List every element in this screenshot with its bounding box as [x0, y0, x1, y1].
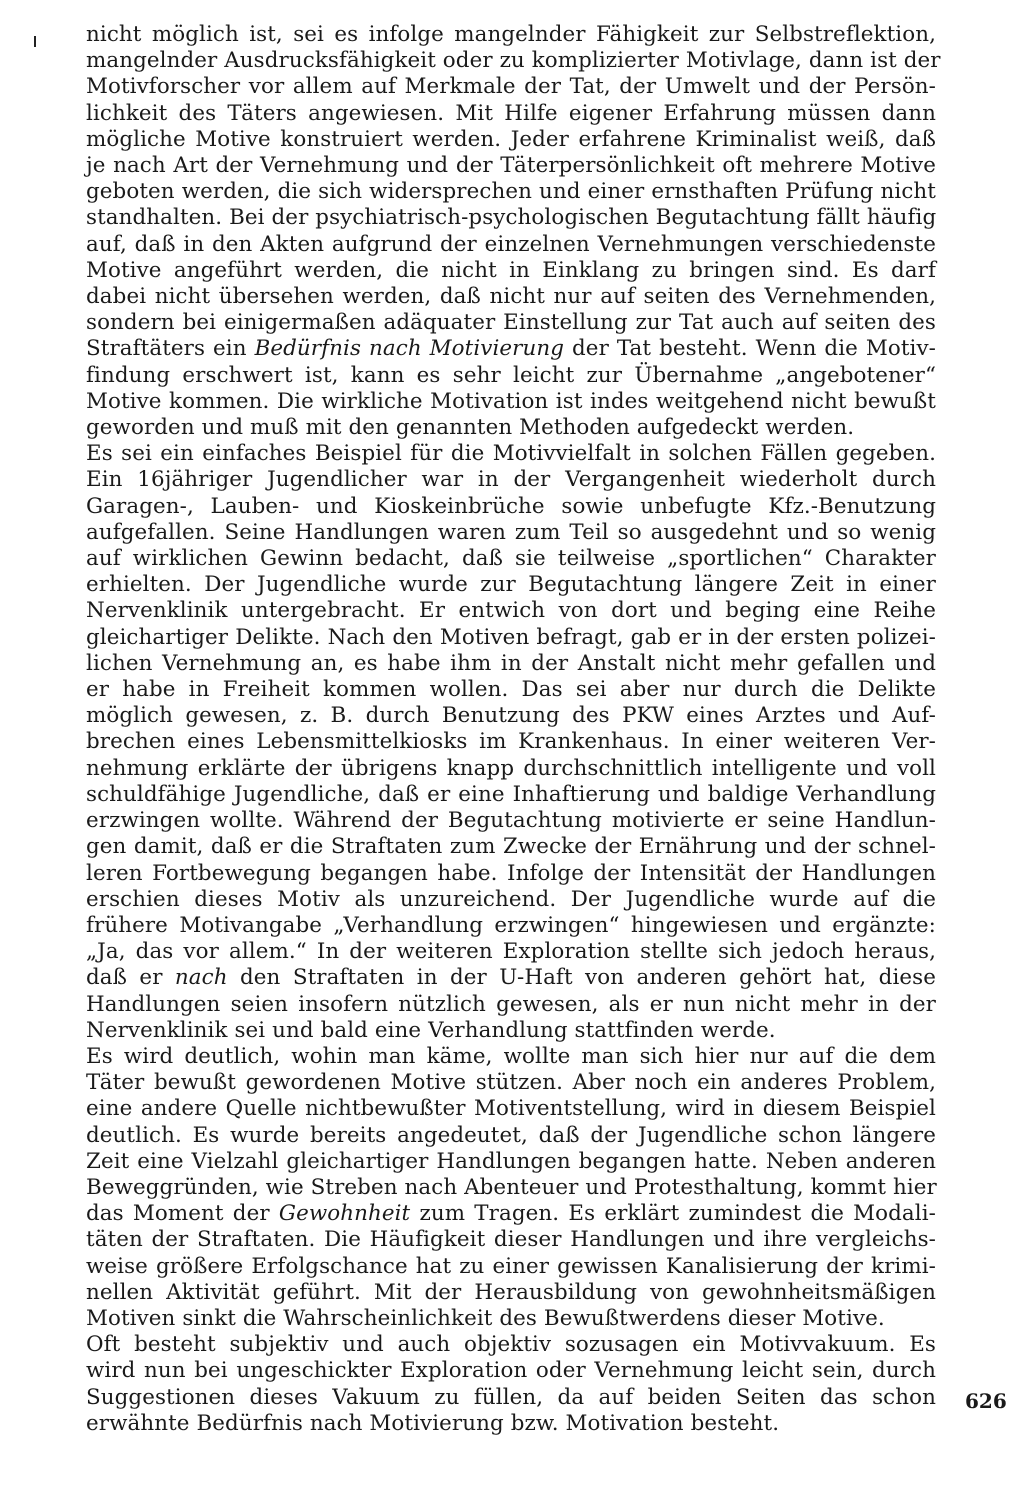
text-line	[86, 1358, 936, 1384]
text-segment: Straftäters ein	[86, 336, 255, 362]
text-line	[86, 1280, 936, 1306]
text-segment: leren Fortbewegung begangen habe. Infolge der Intensität der Handlungen	[86, 860, 936, 886]
body-text	[86, 22, 941, 1437]
text-line	[86, 258, 936, 284]
text-segment: Motive kommen. Die wirkliche Motivation ist indes weitgehend nicht bewußt	[86, 388, 936, 414]
text-line	[86, 782, 936, 808]
text-segment: mögliche Motive konstruiert werden. Jeder erfahrene Kriminalist weiß, daß	[86, 126, 936, 152]
text-segment: er habe in Freiheit kommen wollen. Das sei aber nur durch die Delikte	[86, 677, 936, 703]
text-segment: gleichartiger Delikte. Nach den Motiven befragt, gab er in der ersten polizei-	[86, 624, 936, 650]
text-segment: nehmung erklärte der übrigens knapp durchschnittlich intelligente und voll	[86, 755, 936, 781]
text-line	[86, 703, 936, 729]
text-line	[86, 992, 936, 1018]
page-number: 626	[965, 1389, 1007, 1413]
text-line	[86, 677, 936, 703]
text-segment: das Moment der	[86, 1201, 279, 1227]
text-line	[86, 363, 936, 389]
text-segment: findung erschwert ist, kann es sehr leicht zur Übernahme „angebotener“	[86, 362, 936, 388]
text-segment: aufgefallen. Seine Handlungen waren zum Teil so ausgedehnt und so wenig	[86, 519, 936, 545]
text-line	[86, 74, 936, 100]
text-line	[86, 546, 936, 572]
text-line	[86, 729, 936, 755]
text-segment: Motive angeführt werden, die nicht in Einklang zu bringen sind. Es darf	[86, 257, 936, 283]
text-segment: erhielten. Der Jugendliche wurde zur Begutachtung längere Zeit in einer	[86, 572, 936, 598]
text-segment: dabei nicht übersehen werden, daß nicht nur auf seiten des Vernehmenden,	[86, 284, 936, 310]
text-line	[86, 179, 936, 205]
text-line	[86, 965, 936, 991]
text-line	[86, 494, 936, 520]
text-segment: nellen Aktivität geführt. Mit der Herausbildung von gewohnheitsmäßigen	[86, 1279, 936, 1305]
text-segment: schuldfähige Jugendliche, daß er eine Inhaftierung und baldige Verhandlung	[86, 781, 936, 807]
text-line	[86, 22, 936, 48]
text-line	[86, 1385, 936, 1411]
text-line	[86, 1201, 936, 1227]
text-segment: frühere Motivangabe „Verhandlung erzwingen“ hingewiesen und ergänzte:	[86, 912, 936, 938]
text-line	[86, 808, 936, 834]
margin-mark	[34, 36, 36, 47]
text-segment: deutlich. Es wurde bereits angedeutet, daß der Jugendliche schon längere	[86, 1122, 936, 1148]
text-segment: gen damit, daß er die Straftaten zum Zwecke der Ernährung und der schnel-	[86, 834, 936, 860]
text-line	[86, 1227, 936, 1253]
text-segment: standhalten. Bei der psychiatrisch-psychologischen Begutachtung fällt häufig	[86, 205, 937, 231]
text-segment: Beweggründen, wie Streben nach Abenteuer und Protesthaltung, kommt hier	[86, 1174, 937, 1200]
text-line	[86, 153, 936, 179]
text-line	[86, 1254, 936, 1280]
text-line	[86, 205, 936, 231]
text-segment: eine andere Quelle nichtbewußter Motiventstellung, wird in diesem Beispiel	[86, 1096, 936, 1122]
text-segment: den Straftaten in der U-Haft von anderen gehört hat, diese	[227, 965, 937, 991]
text-line	[86, 598, 936, 624]
text-line	[86, 756, 936, 782]
text-segment: Handlungen seien insofern nützlich gewesen, als er nun nicht mehr in der	[86, 991, 936, 1017]
text-line	[86, 1070, 936, 1096]
text-segment: Motivforscher vor allem auf Merkmale der Tat, der Umwelt und der Persön-	[86, 74, 936, 100]
text-line	[86, 101, 936, 127]
text-line	[86, 834, 936, 860]
text-segment: auf wirklichen Gewinn bedacht, daß sie teilweise „sportlichen“ Charakter	[86, 546, 936, 572]
text-line	[86, 389, 936, 415]
text-segment: geworden und muß mit den genannten Methoden aufgedeckt werden.	[86, 415, 855, 441]
text-segment: lichkeit des Täters angewiesen. Mit Hilfe eigener Erfahrung müssen dann	[86, 100, 936, 126]
text-line	[86, 1306, 936, 1332]
text-segment: auf, daß in den Akten aufgrund der einzelnen Vernehmungen verschiedenste	[86, 231, 936, 257]
text-line	[86, 520, 936, 546]
text-line	[86, 232, 936, 258]
text-segment: sondern bei einigermaßen adäquater Einstellung zur Tat auch auf seiten des	[86, 310, 936, 336]
text-segment: Garagen-, Lauben- und Kioskeinbrüche sowie unbefugte Kfz.-Benutzung	[86, 493, 936, 519]
text-segment: je nach Art der Vernehmung und der Täterpersönlichkeit oft mehrere Motive	[86, 153, 936, 179]
text-line	[86, 1332, 936, 1358]
text-line	[86, 1018, 936, 1044]
text-line	[86, 127, 936, 153]
text-line	[86, 939, 936, 965]
text-segment: erwähnte Bedürfnis nach Motivierung bzw. Motivation besteht.	[86, 1410, 780, 1436]
text-line	[86, 1411, 936, 1437]
text-segment: Suggestionen dieses Vakuum zu füllen, da auf beiden Seiten das schon	[86, 1384, 936, 1410]
text-line	[86, 310, 936, 336]
text-line	[86, 572, 936, 598]
text-line	[86, 467, 936, 493]
text-segment: lichen Vernehmung an, es habe ihm in der Anstalt nicht mehr gefallen und	[86, 650, 936, 676]
text-segment: daß er	[86, 965, 175, 991]
text-segment: Motiven sinkt die Wahrscheinlichkeit des Bewußtwerdens dieser Motive.	[86, 1305, 885, 1331]
text-segment: Zeit eine Vielzahl gleichartiger Handlungen begangen hatte. Neben anderen	[86, 1148, 936, 1174]
text-segment: Nervenklinik untergebracht. Er entwich von dort und beging eine Reihe	[86, 598, 936, 624]
text-segment: nicht möglich ist, sei es infolge mangelnder Fähigkeit zur Selbstreflektion,	[86, 22, 936, 47]
text-segment: der Tat besteht. Wenn die Motiv-	[564, 336, 937, 362]
text-segment: Nervenklinik sei und bald eine Verhandlung stattfinden werde.	[86, 1017, 776, 1043]
text-line	[86, 1123, 936, 1149]
text-segment: brechen eines Lebensmittelkiosks im Krankenhaus. In einer weiteren Ver-	[86, 729, 936, 755]
text-segment: mangelnder Ausdrucksfähigkeit oder zu komplizierter Motivlage, dann ist der	[86, 48, 941, 74]
emphasized-text: nach	[174, 965, 228, 991]
text-line	[86, 913, 936, 939]
text-line	[86, 441, 936, 467]
text-segment: Ein 16jähriger Jugendlicher war in der Vergangenheit wiederholt durch	[86, 467, 936, 493]
text-segment: geboten werden, die sich widersprechen und einer ernsthaften Prüfung nicht	[86, 179, 936, 205]
text-line	[86, 651, 936, 677]
text-segment: „Ja, das vor allem.“ In der weiteren Exploration stellte sich jedoch heraus,	[86, 939, 936, 965]
emphasized-text: Bedürfnis nach Motivierung	[254, 336, 565, 362]
text-segment: Es wird deutlich, wohin man käme, wollte man sich hier nur auf die dem	[86, 1043, 936, 1069]
text-segment: möglich gewesen, z. B. durch Benutzung des PKW eines Arztes und Auf-	[86, 703, 936, 729]
text-segment: Es sei ein einfaches Beispiel für die Motivvielfalt in solchen Fällen gegeben.	[86, 441, 936, 467]
text-line	[86, 336, 936, 362]
text-line	[86, 1096, 936, 1122]
text-line	[86, 1044, 936, 1070]
text-segment: erschien dieses Motiv als unzureichend. Der Jugendliche wurde auf die	[86, 886, 936, 912]
text-segment: erzwingen wollte. Während der Begutachtung motivierte er seine Handlun-	[86, 808, 936, 834]
text-line	[86, 284, 936, 310]
text-line	[86, 625, 936, 651]
text-segment: Oft besteht subjektiv und auch objektiv sozusagen ein Motivvakuum. Es	[86, 1332, 936, 1358]
text-line	[86, 1175, 936, 1201]
text-segment: Täter bewußt gewordenen Motive stützen. Aber noch ein anderes Problem,	[86, 1070, 936, 1096]
text-segment: weise größere Erfolgschance hat zu einer gewissen Kanalisierung der krimi-	[86, 1253, 936, 1279]
text-line	[86, 1149, 936, 1175]
text-segment: wird nun bei ungeschickter Exploration oder Vernehmung leicht sein, durch	[86, 1358, 936, 1384]
text-line	[86, 48, 941, 74]
text-line	[86, 415, 936, 441]
text-line	[86, 887, 936, 913]
emphasized-text: Gewohnheit	[278, 1201, 411, 1227]
text-line	[86, 861, 936, 887]
text-segment: zum Tragen. Es erklärt zumindest die Modali-	[410, 1201, 936, 1227]
text-segment: täten der Straftaten. Die Häufigkeit dieser Handlungen und ihre vergleichs-	[86, 1227, 936, 1253]
